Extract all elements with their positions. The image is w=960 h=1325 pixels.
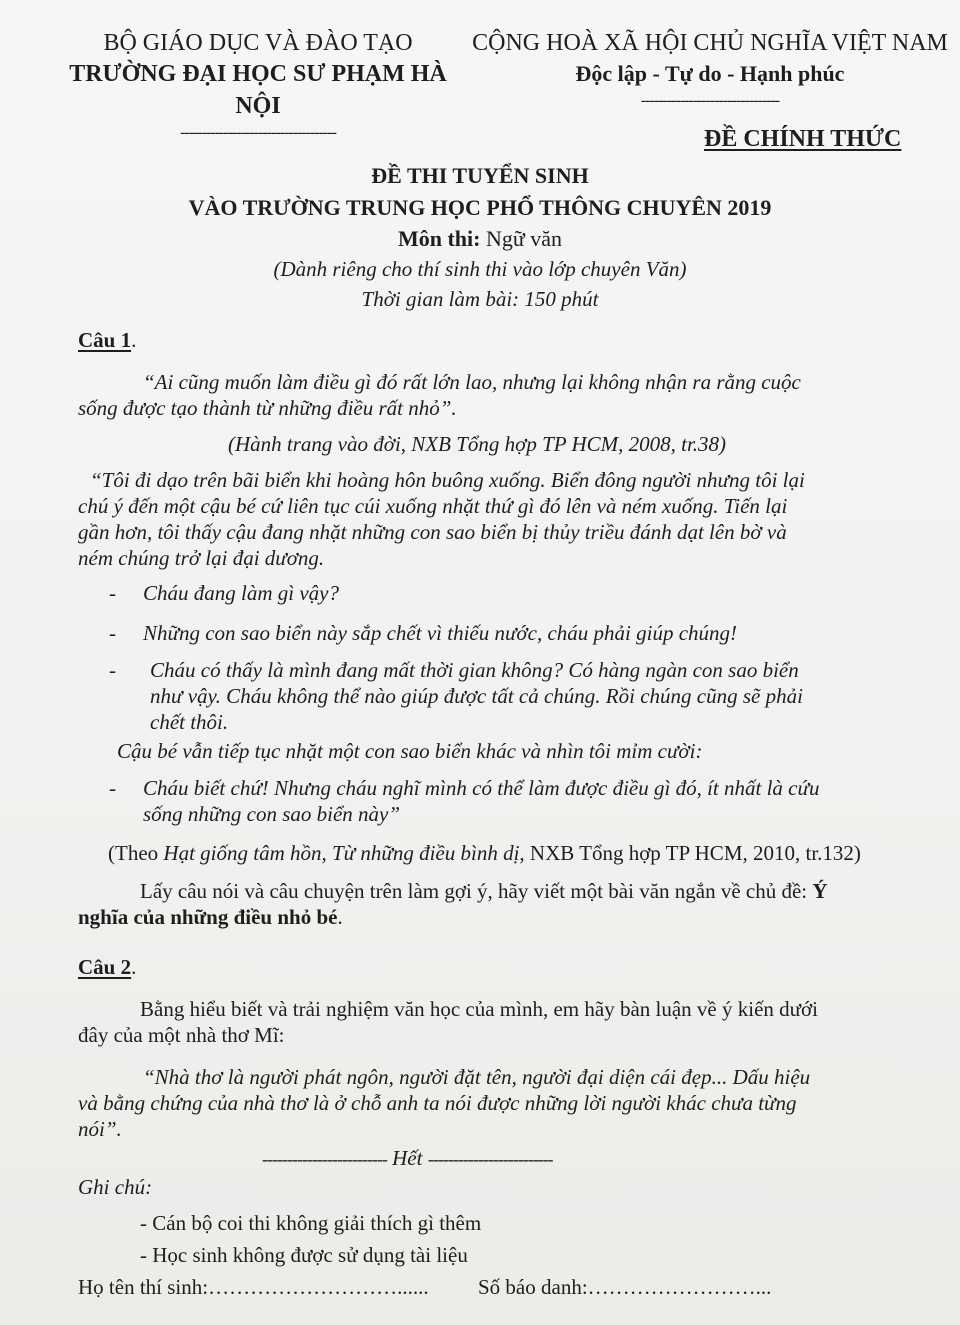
question1-heading: Câu 1 — [78, 328, 132, 352]
subject-line — [0, 224, 960, 254]
header-left — [48, 28, 468, 144]
candidate-name-field: Họ tên thí sinh:………………………...... — [78, 1275, 429, 1299]
q1-quote-line2: sống được tạo thành từ những điều rất nhỏ”. — [78, 396, 457, 420]
candidate-id-field: Số báo danh:……………………... — [478, 1275, 772, 1299]
q1-story-line4: ném chúng trở lại đại dương. — [78, 546, 325, 570]
q2-line2: đây của một nhà thơ Mĩ: — [78, 1023, 285, 1047]
q2-quote-line2: và bằng chứng của nhà thơ là ở chỗ anh ta nói được những lời người khác chưa từng — [78, 1091, 797, 1115]
q2-line1: Bằng hiểu biết và trải nghiệm văn học của mình, em hãy bàn luận về ý kiến dưới — [140, 997, 818, 1021]
ministry-name: BỘ GIÁO DỤC VÀ ĐÀO TẠO — [103, 30, 413, 56]
q1-dialog-1: - Cháu đang làm gì vậy? — [109, 581, 339, 605]
footer-note-1: - Cán bộ coi thi không giải thích gì thêm — [140, 1211, 482, 1235]
footer-note-label: Ghi chú: — [78, 1175, 153, 1199]
university-name: TRƯỜNG ĐẠI HỌC SƯ PHẠM HÀ NỘI — [69, 61, 447, 119]
q2-quote-line3: nói”. — [78, 1117, 122, 1141]
end-marker: ------------------------- Hết ------------------------- — [262, 1146, 553, 1170]
exam-title-block — [0, 160, 960, 314]
exam-title: ĐỀ THI TUYỂN SINH — [371, 163, 589, 188]
country-name: CỘNG HOÀ XÃ HỘI CHỦ NGHĨA VIỆT NAM — [472, 30, 948, 56]
exam-time: Thời gian làm bài: 150 phút — [361, 287, 599, 311]
subject-value: Ngữ văn — [485, 226, 563, 251]
question2-heading-wrap: Câu 2. — [78, 955, 137, 979]
header-left-divider: ------------------------------------ — [180, 124, 336, 141]
q1-narration: Cậu bé vẫn tiếp tục nhặt một con sao biển khác và nhìn tôi mỉm cười: — [117, 739, 703, 763]
footer-note-2: - Học sinh không được sử dụng tài liệu — [140, 1243, 468, 1267]
q1-task-line1: Lấy câu nói và câu chuyện trên làm gợi ý, hãy viết một bài văn ngắn về chủ đề: Ý — [140, 879, 828, 903]
q1-quote-source: (Hành trang vào đời, NXB Tổng hợp TP HCM, 2008, tr.38) — [228, 432, 727, 456]
motto: Độc lập - Tự do - Hạnh phúc — [575, 61, 845, 86]
q1-story-line1: “Tôi đi dạo trên bãi biển khi hoàng hôn buông xuống. Biển đông người nhưng tôi lại — [90, 468, 805, 492]
question1-heading-wrap: Câu 1. — [78, 328, 137, 352]
q1-dialog-4: - Cháu biết chứ! Nhưng cháu nghĩ mình có thể làm được điều gì đó, ít nhất là cứu sống những con sao biển này” — [109, 776, 820, 826]
exam-note: (Dành riêng cho thí sinh thi vào lớp chuyên Văn) — [273, 257, 687, 281]
official-label: ĐỀ CHÍNH THỨC — [704, 126, 902, 152]
q1-story-line3: gần hơn, tôi thấy cậu đang nhặt những con sao biển bị thủy triều đánh dạt lên bờ và — [78, 520, 787, 544]
header-right — [470, 28, 950, 112]
header-right-divider: -------------------------------- — [640, 92, 780, 109]
q1-dialog-2: - Những con sao biển này sắp chết vì thiếu nước, cháu phải giúp chúng! — [109, 621, 738, 645]
q1-quote-line1: “Ai cũng muốn làm điều gì đó rất lớn lao, nhưng lại không nhận ra rằng cuộc — [143, 370, 801, 394]
q1-task-line2: nghĩa của những điều nhỏ bé. — [78, 905, 343, 929]
q1-story-line2: chú ý đến một cậu bé cứ liên tục cúi xuống nhặt thứ gì đó lên và ném xuống. Tiến lại — [78, 494, 788, 518]
exam-subtitle: VÀO TRƯỜNG TRUNG HỌC PHỔ THÔNG CHUYÊN 2019 — [188, 195, 772, 220]
question2-heading: Câu 2 — [78, 955, 132, 979]
q1-story-source: (Theo Hạt giống tâm hồn, Từ những điều bình dị, NXB Tổng hợp TP HCM, 2010, tr.132) — [108, 841, 861, 865]
q1-dialog-3: - Cháu có thấy là mình đang mất thời gian không? Có hàng ngàn con sao biển như vậy. Cháu không thể nào giúp được tất cả chúng. Rồi chúng cũng sẽ phải chết thôi. — [109, 658, 803, 734]
subject-label: Môn thi: — [397, 226, 481, 251]
q2-quote-line1: “Nhà thơ là người phát ngôn, người đặt tên, người đại diện cái đẹp... Dấu hiệu — [143, 1065, 811, 1089]
